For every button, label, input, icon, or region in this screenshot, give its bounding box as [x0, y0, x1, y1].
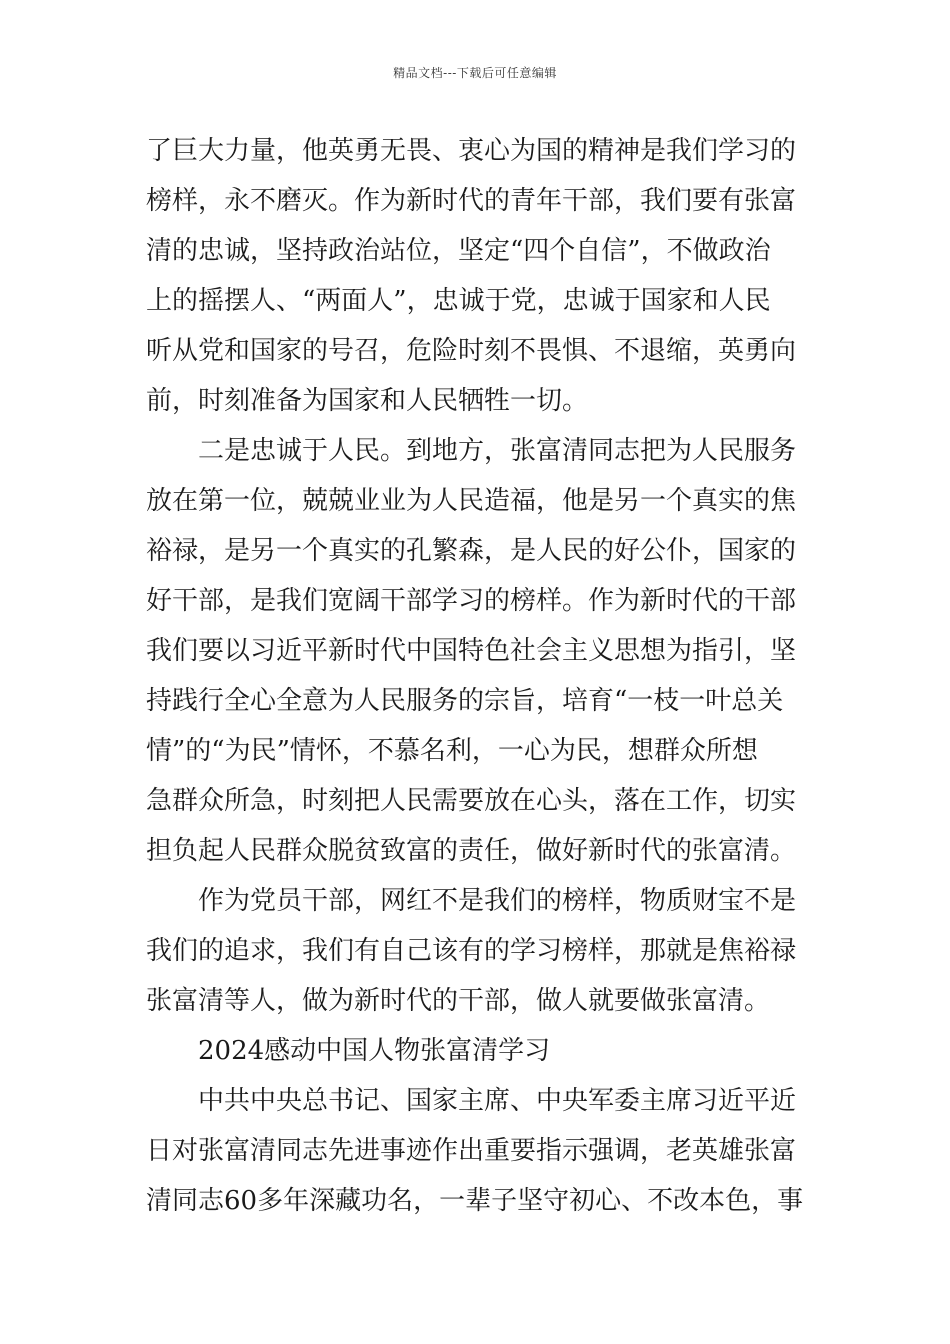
text-line: 担负起人民群众脱贫致富的责任，做好新时代的张富清。: [146, 836, 797, 866]
text-line: 2024感动中国人物张富清学习: [198, 1036, 551, 1066]
text-line: 清同志60多年深藏功名，一辈子坚守初心、不改本色，事: [146, 1186, 804, 1216]
text-line: 了巨大力量，他英勇无畏、衷心为国的精神是我们学习的: [146, 136, 797, 166]
text-line: 放在第一位，兢兢业业为人民造福，他是另一个真实的焦: [146, 486, 797, 516]
text-line: 急群众所急，时刻把人民需要放在心头，落在工作，切实: [146, 786, 797, 816]
text-line: 我们要以习近平新时代中国特色社会主义思想为指引，坚: [146, 636, 797, 666]
text-line: 裕禄，是另一个真实的孔繁森，是人民的好公仆，国家的: [146, 536, 797, 566]
page-header: 精品文档---下载后可任意编辑: [393, 66, 557, 80]
text-line: 作为党员干部，网红不是我们的榜样，物质财宝不是: [198, 886, 797, 916]
text-line: 听从党和国家的号召，危险时刻不畏惧、不退缩，英勇向: [146, 336, 797, 366]
text-line: 日对张富清同志先进事迹作出重要指示强调，老英雄张富: [146, 1136, 797, 1166]
text-line: 清的忠诚，坚持政治站位，坚定“四个自信”，不做政治: [146, 236, 771, 266]
text-line: 榜样，永不磨灭。作为新时代的青年干部，我们要有张富: [146, 186, 797, 216]
text-line: 中共中央总书记、国家主席、中央军委主席习近平近: [198, 1086, 797, 1116]
text-line: 上的摇摆人、“两面人”，忠诚于党，忠诚于国家和人民: [146, 286, 771, 316]
text-line: 张富清等人，做为新时代的干部，做人就要做张富清。: [146, 986, 771, 1016]
text-line: 持践行全心全意为人民服务的宗旨，培育“一枝一叶总关: [146, 686, 784, 716]
document-body: [146, 126, 806, 1226]
text-line: 情”的“为民”情怀，不慕名利，一心为民，想群众所想: [146, 736, 758, 766]
text-line: 好干部，是我们宽阔干部学习的榜样。作为新时代的干部: [146, 586, 797, 616]
text-line: 我们的追求，我们有自己该有的学习榜样，那就是焦裕禄: [146, 936, 797, 966]
text-line: 二是忠诚于人民。到地方，张富清同志把为人民服务: [198, 436, 797, 466]
text-line: 前，时刻准备为国家和人民牺牲一切。: [146, 386, 589, 416]
